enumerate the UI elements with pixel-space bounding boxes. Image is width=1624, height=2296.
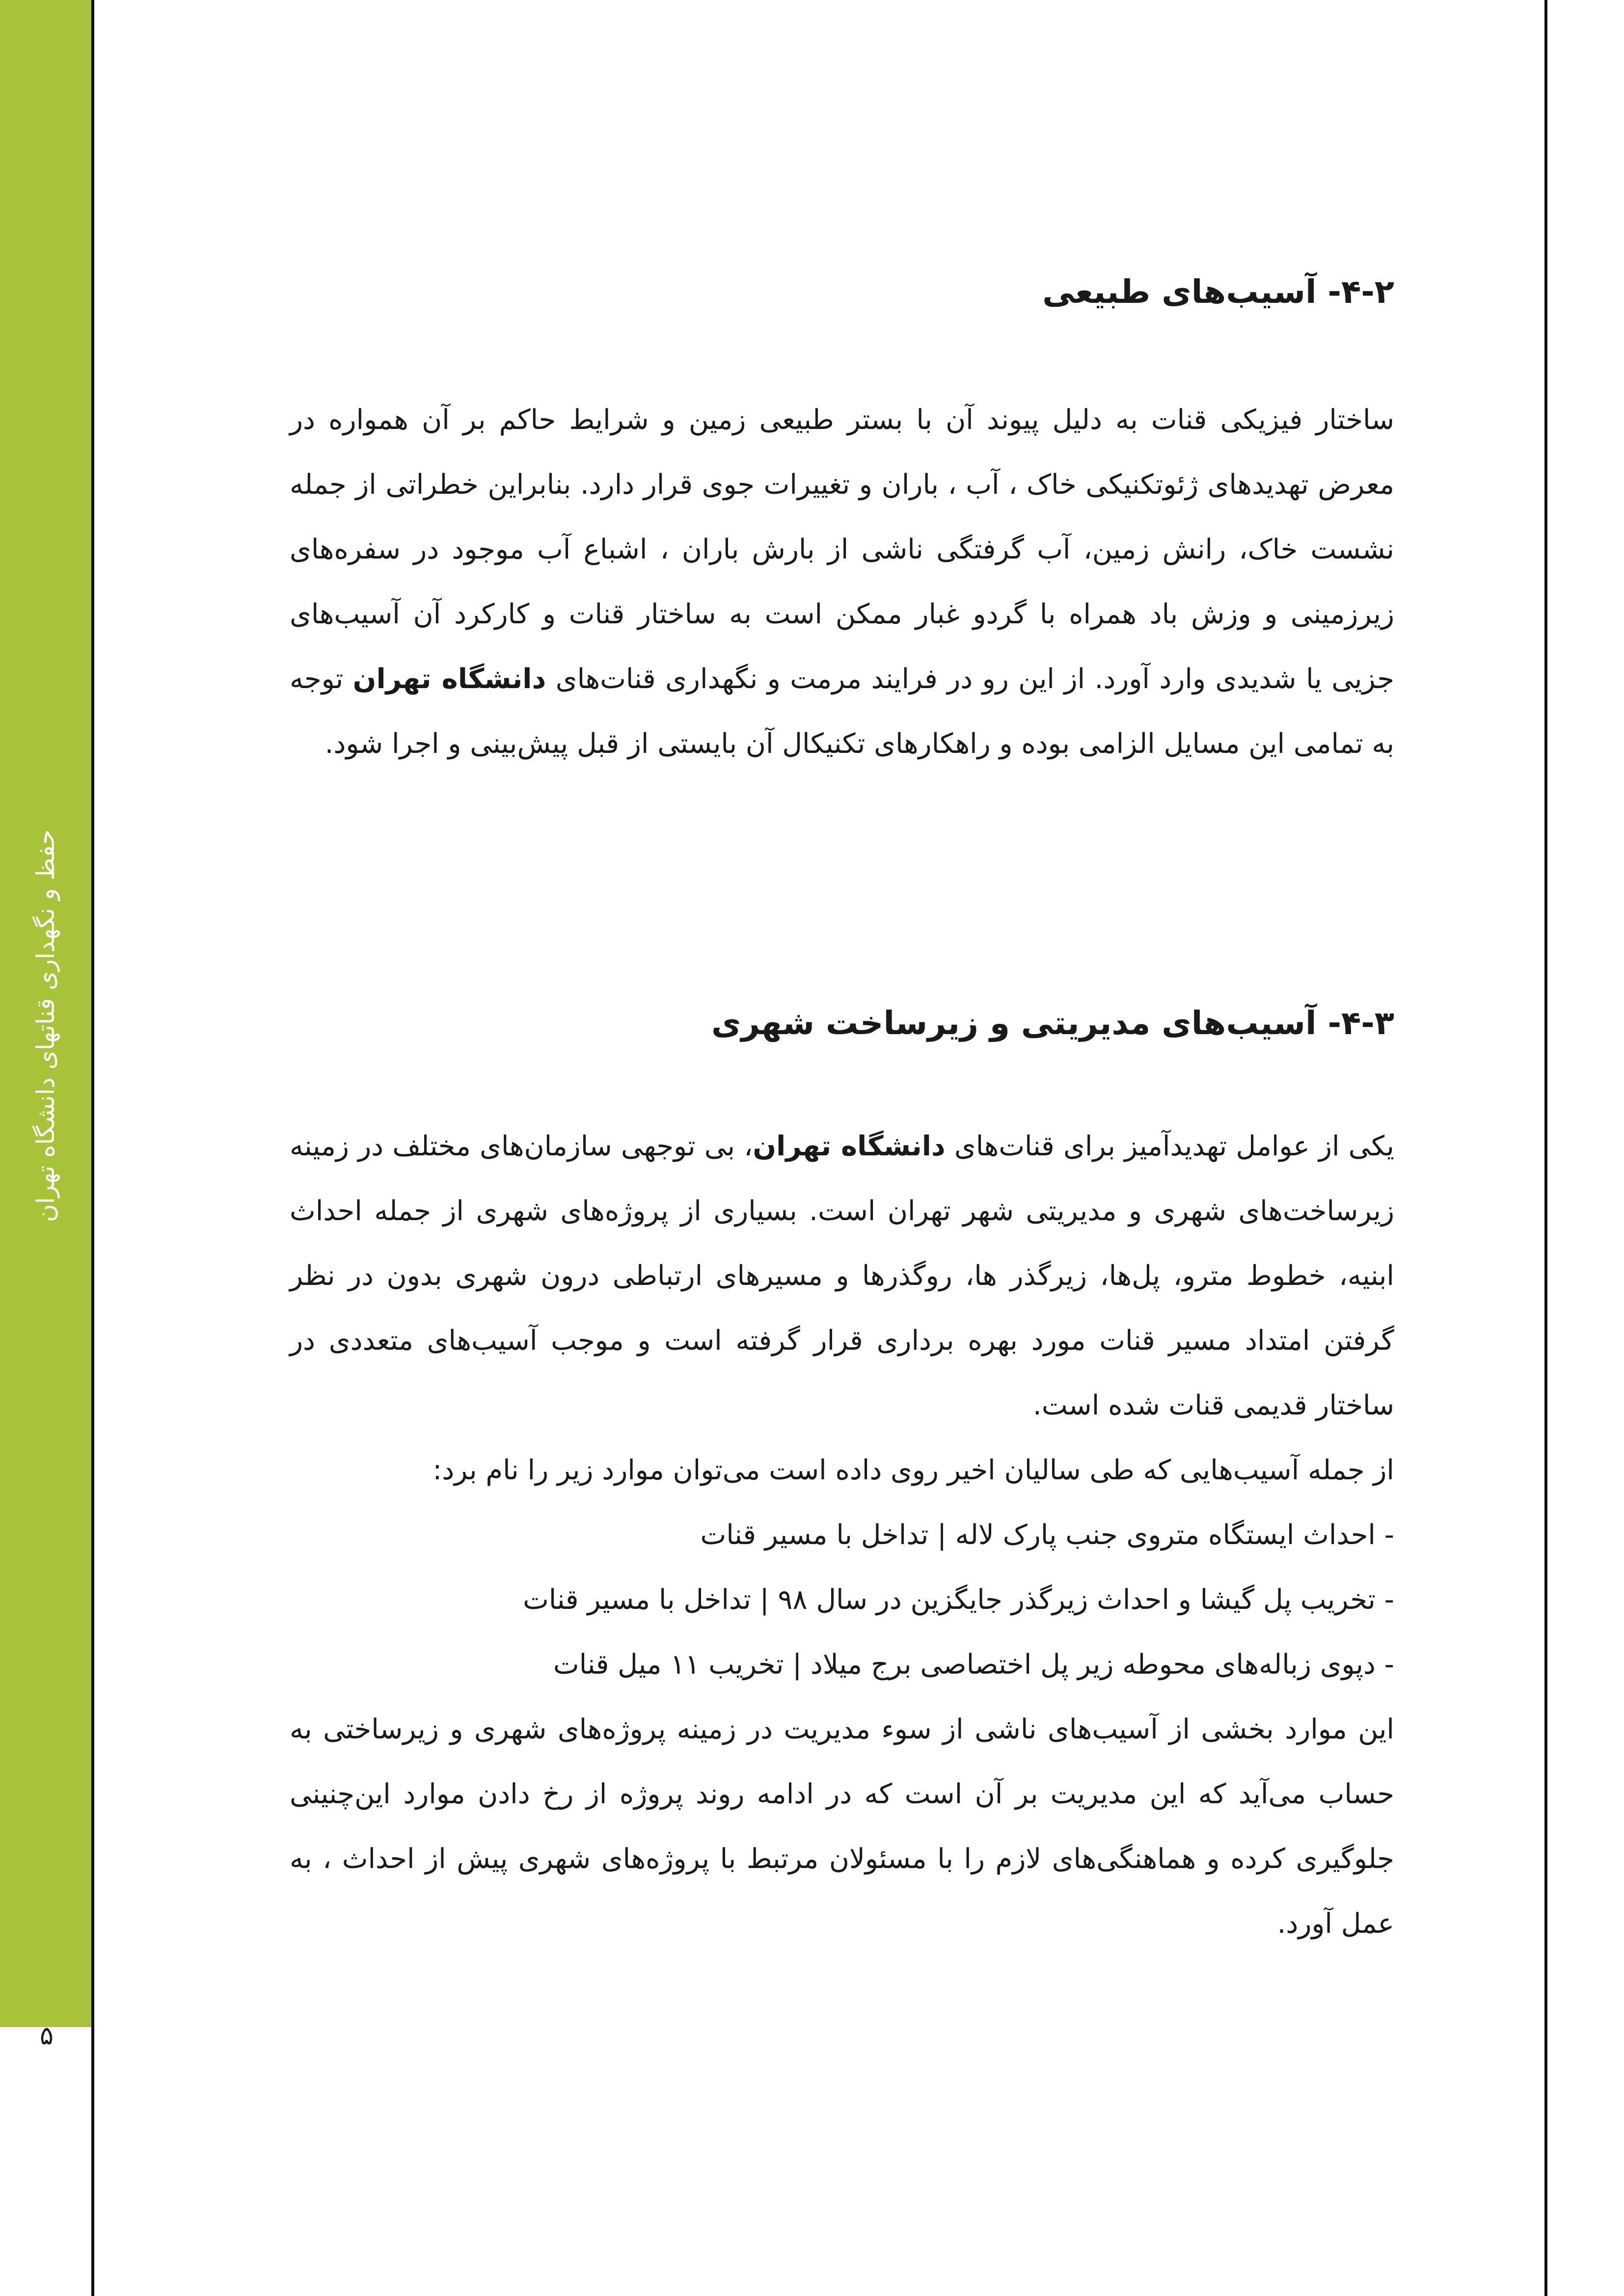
paragraph-text: ساختار فیزیکی قنات به دلیل پیوند آن با بستر طبیعی زمین و شرایط حاکم بر آن همواره در معرض تهدیدهای ژئوتکنیکی خاک ، آب ، باران و تغییرات جوی قرار دارد. بنابراین خطراتی از جمله نشست خاک، رانش زمین، آب گرفتگی ناشی از بارش باران ، اشباع آب موجود در سفره‌های زیرزمینی و وزش باد همراه با گردو غبار ممکن است به ساختار قنات و کارکرد آن آسیب‌های جزیی یا شدیدی وارد آورد. از این رو در فرایند مرمت و نگهداری قنات‌های [290,404,1394,695]
bold-text: دانشگاه تهران [753,1130,946,1162]
paragraph-text: یکی از عوامل تهدیدآمیز برای قنات‌های [945,1130,1394,1162]
section-management-damage [290,999,1394,1048]
section-natural-damage-body [290,388,1394,776]
section-heading: ۴-۳- آسیب‌های مدیریتی و زیرساخت شهری [711,1004,1394,1042]
section-management-damage-body [290,1114,1394,1956]
paragraph [290,388,1394,776]
paragraph-text: توجه به تمامی این مسایل الزامی بوده و راهکارهای تکنیکال آن بایستی از قبل پیش‌بینی و اجرا شود. [290,663,1394,760]
sidebar-title: حفظ و نگهداری قناتهای دانشگاه تهران [31,829,60,1222]
list-item: - احداث ایستگاه متروی جنب پارک لاله | تداخل با مسیر قنات [700,1519,1394,1551]
section-heading: ۴-۲- آسیب‌های طبیعی [1042,273,1394,311]
paragraph [290,1114,1394,1438]
list-item: - دپوی زباله‌های محوطه زیر پل اختصاصی برج میلاد | تخریب ۱۱ میل قنات [553,1649,1394,1681]
paragraph: این موارد بخشی از آسیب‌های ناشی از سوء مدیریت در زمینه پروژه‌های شهری و زیرساختی به حساب می‌آید که این مدیریت بر آن است که در ادامه روند پروژه از رخ دادن موارد این‌چنینی جلوگیری کرده و هماهنگی‌های لازم را با مسئولان مرتبط با پروژه‌های شهری پیش از احداث ، به عمل آورد. [290,1713,1394,1940]
list-intro: از جمله آسیب‌هایی که طی سالیان اخیر روی داده است می‌توان موارد زیر را نام برد: [433,1454,1394,1486]
page-number: ۵ [40,2021,54,2051]
right-border-line [1544,0,1547,2296]
section-natural-damage [290,267,1394,317]
paragraph-text: ، بی توجهی سازمان‌های مختلف در زمینه زیرساخت‌های شهری و مدیریتی شهر تهران است. بسیاری از پروژه‌های شهری از جمله احداث ابنیه، خطوط مترو، پل‌ها، زیرگذر ها، روگذرها و مسیرهای ارتباطی درون شهری بدون در نظر گرفتن امتداد مسیر قنات مورد بهره برداری قرار گرفته است و موجب آسیب‌های متعددی در ساختار قدیمی قنات شده است. [290,1130,1394,1421]
bold-text: دانشگاه تهران [352,663,546,695]
list-item: - تخریب پل گیشا و احداث زیرگذر جایگزین در سال ۹۸ | تداخل با مسیر قنات [523,1584,1394,1616]
sidebar-divider [91,0,94,2296]
